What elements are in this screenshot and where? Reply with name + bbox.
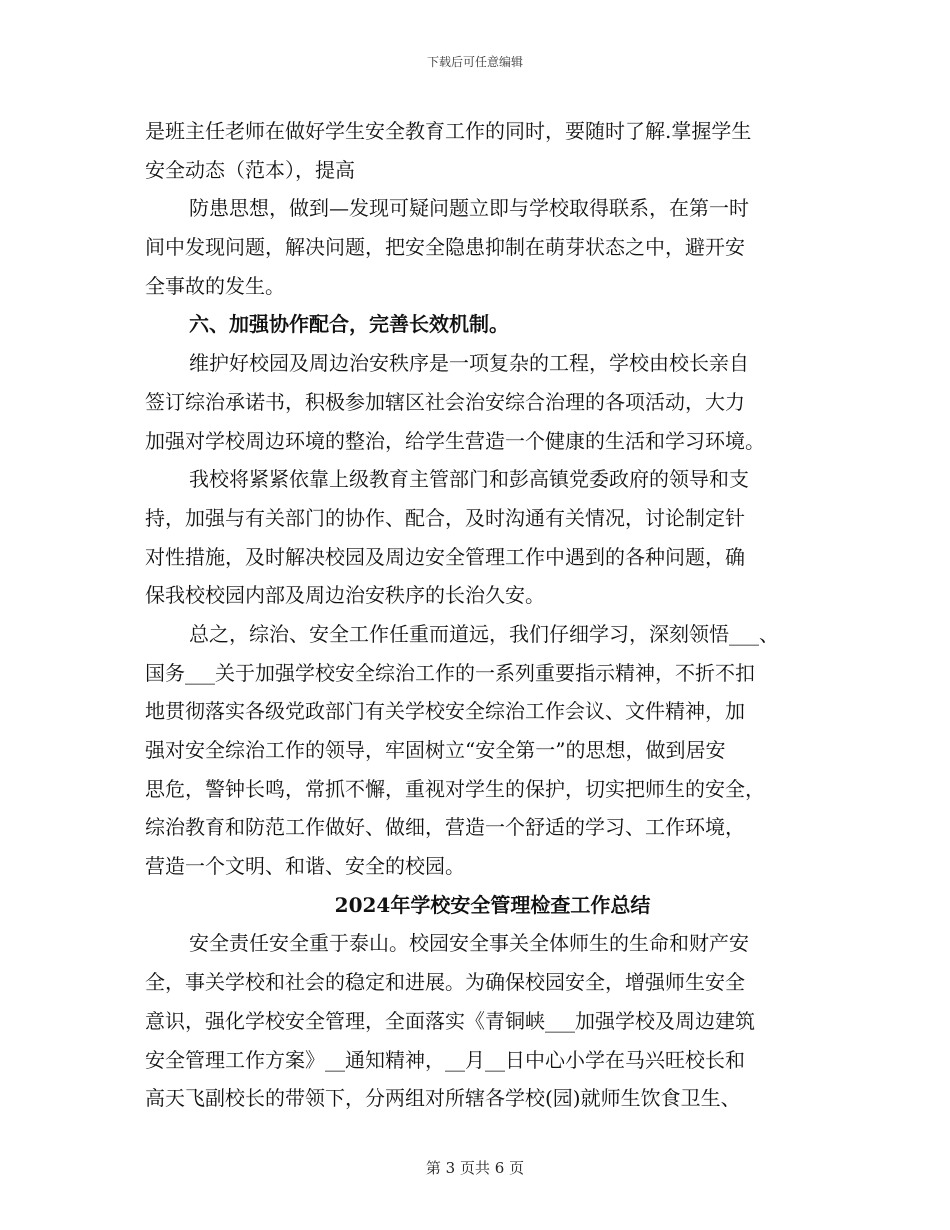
paragraph-line: 意识，强化学校安全管理，全面落实《青铜峡___加强学校及周边建筑 — [145, 1008, 755, 1033]
paragraph-line: 总之，综治、安全工作任重而道远，我们仔细学习，深刻领悟___、 — [189, 621, 779, 646]
paragraph-line: 思危，警钟长鸣，常抓不懈，重视对学生的保护，切实把师生的安全， — [145, 776, 765, 801]
paragraph-line: 是班主任老师在做好学生安全教育工作的同时，要随时了解.掌握学生 — [145, 119, 752, 143]
paragraph-line: 安全责任安全重于泰山。校园安全事关全体师生的生命和财产安 — [189, 931, 749, 956]
paragraph-line: 高天飞副校长的带领下，分两组对所辖各学校(园)就师生饮食卫生、 — [145, 1086, 741, 1111]
paragraph-line: 我校将紧紧依靠上级教育主管部门和彭高镇党委政府的领导和支 — [189, 467, 749, 492]
paragraph-line: 全，事关学校和社会的稳定和进展。为确保校园安全，增强师生安全 — [145, 970, 745, 995]
paragraph-line: 综治教育和防范工作做好、做细，营造一个舒适的学习、工作环境， — [145, 815, 745, 840]
paragraph-line: 对性措施，及时解决校园及周边安全管理工作中遇到的各种问题，确 — [145, 544, 745, 569]
paragraph-line: 安全动态（范本），提高 — [145, 157, 355, 182]
paragraph-line: 签订综治承诺书，积极参加辖区社会治安综合治理的各项活动，大力 — [145, 389, 745, 414]
paragraph-line: 全事故的发生。 — [145, 273, 285, 298]
paragraph-line: 防患思想，做到—发现可疑问题立即与学校取得联系，在第一时 — [189, 196, 749, 221]
page-footer: 第 3 页共 6 页 — [425, 1159, 525, 1177]
paragraph-line: 加强对学校周边环境的整治，给学生营造一个健康的生活和学习环境。 — [145, 428, 765, 453]
paragraph-line: 国务___关于加强学校安全综治工作的一系列重要指示精神，不折不扣 — [145, 660, 755, 685]
document-title: 2024年学校安全管理检查工作总结 — [334, 892, 651, 917]
paragraph-line: 维护好校园及周边治安秩序是一项复杂的工程，学校由校长亲自 — [189, 351, 749, 376]
page-header: 下载后可任意编辑 — [426, 55, 523, 69]
paragraph-line: 地贯彻落实各级党政部门有关学校安全综治工作会议、文件精神，加 — [145, 699, 745, 724]
paragraph-line: 保我校校园内部及周边治安秩序的长治久安。 — [145, 583, 545, 608]
paragraph-line: 持，加强与有关部门的协作、配合，及时沟通有关情况，讨论制定针 — [145, 505, 745, 530]
document-body — [145, 112, 820, 1118]
section-heading: 六、加强协作配合，完善长效机制。 — [189, 312, 509, 337]
paragraph-line: 安全管理工作方案》__通知精神，__月__日中心小学在马兴旺校长和 — [145, 1047, 745, 1072]
paragraph-line: 强对安全综治工作的领导，牢固树立“安全第一”的思想，做到居安 — [145, 738, 726, 762]
paragraph-line: 营造一个文明、和谐、安全的校园。 — [145, 854, 465, 879]
paragraph-line: 间中发现问题，解决问题，把安全隐患抑制在萌芽状态之中，避开安 — [145, 235, 745, 260]
